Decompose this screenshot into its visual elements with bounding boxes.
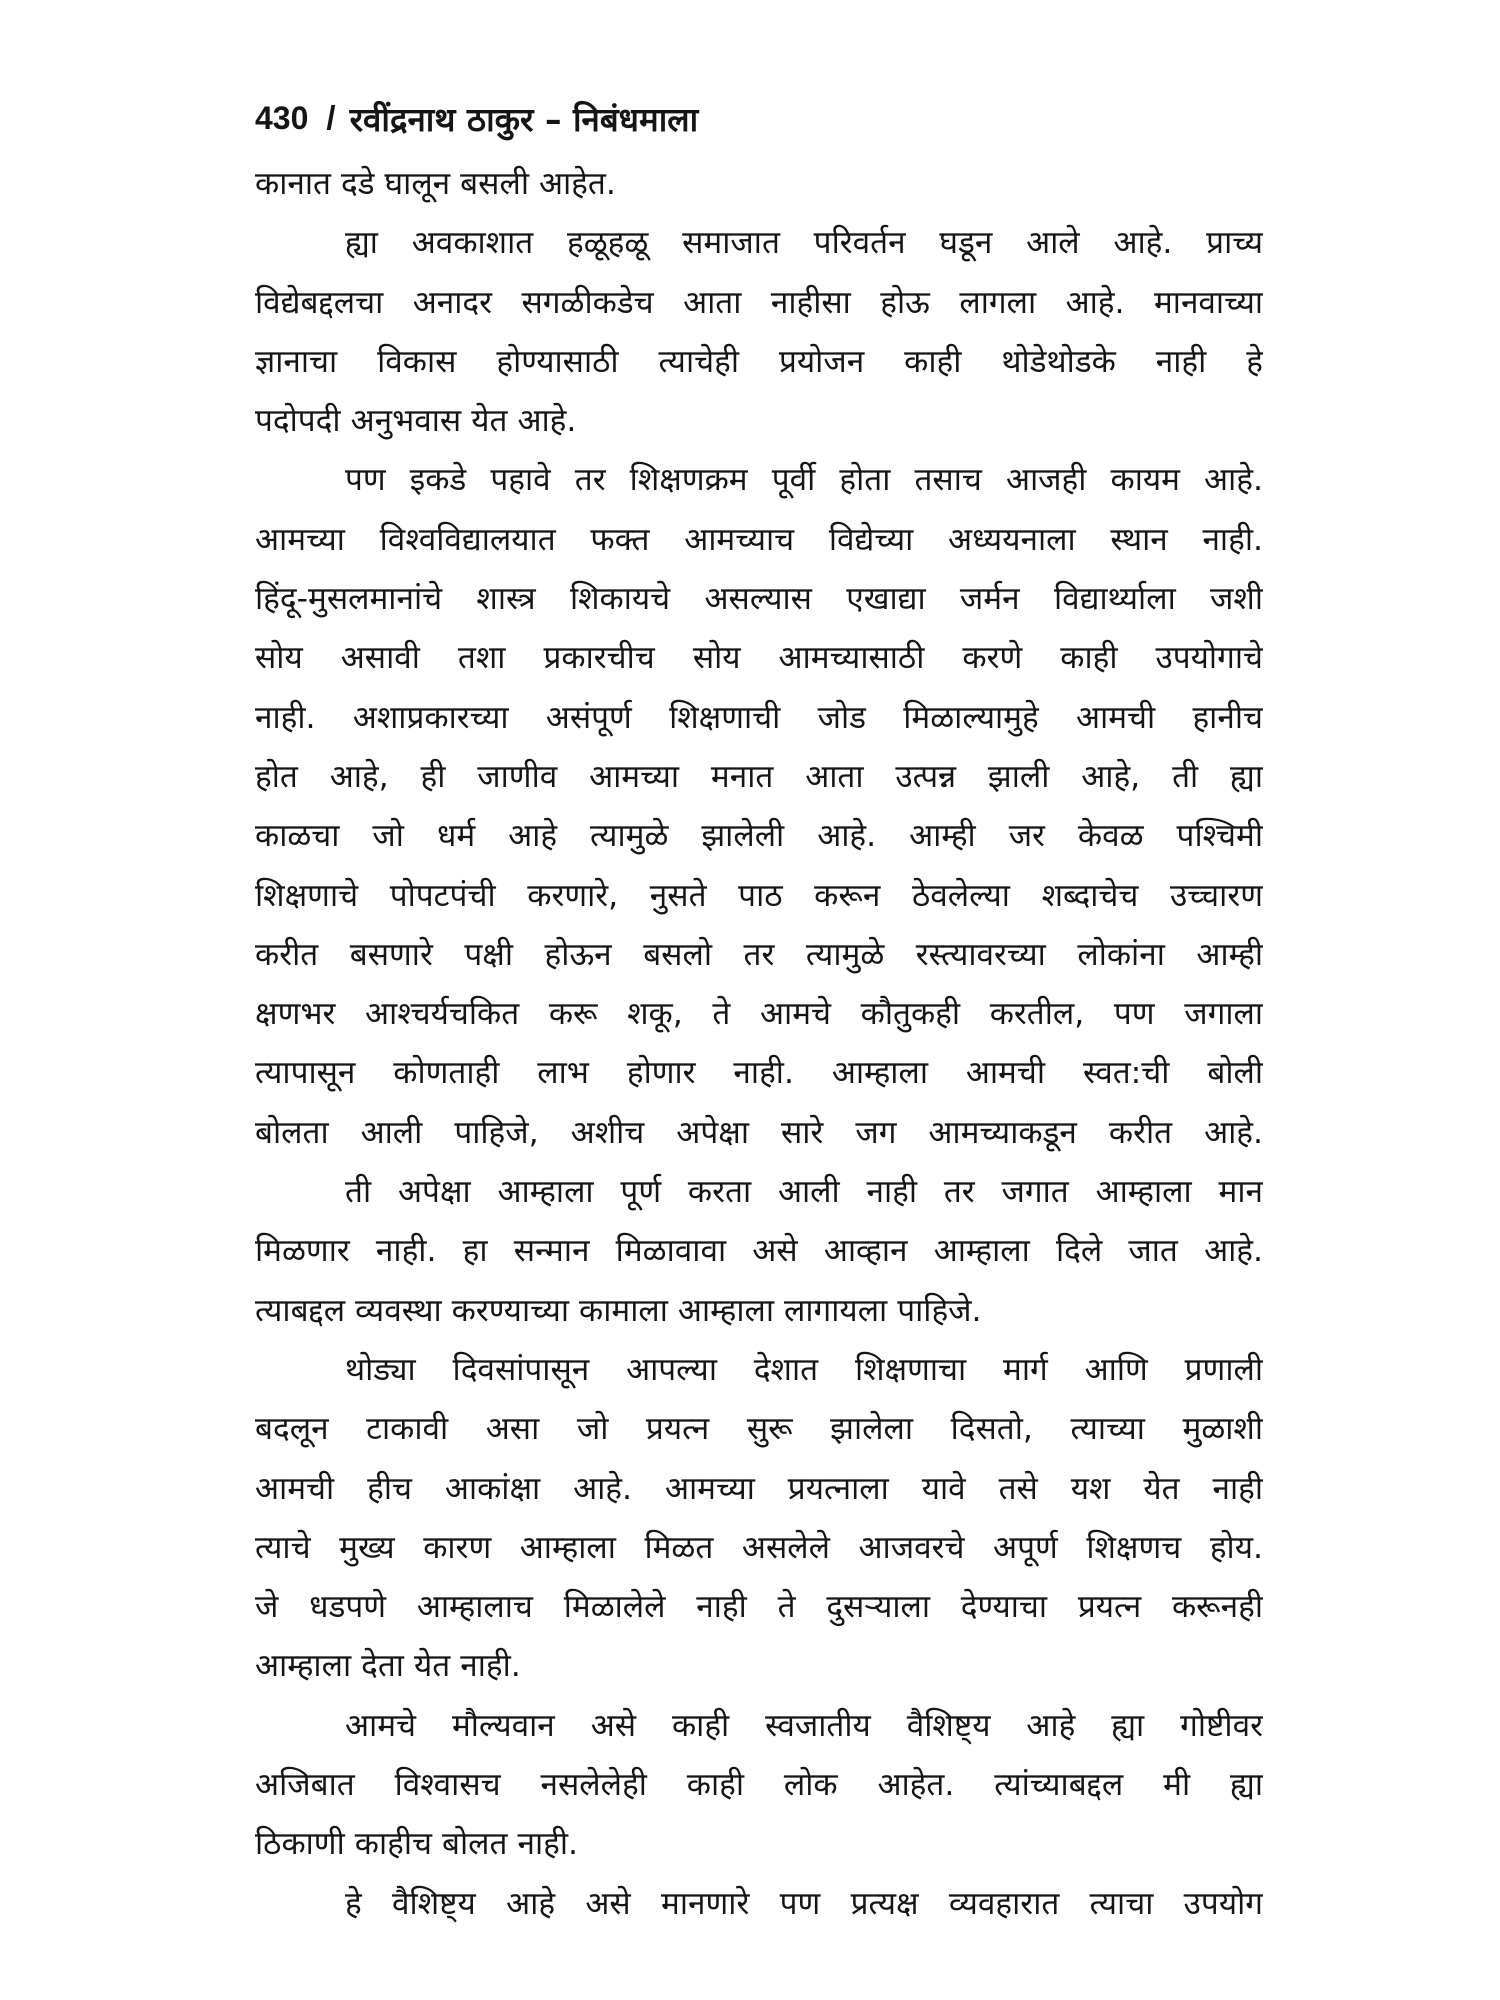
text-line: ह्या अवकाशात हळूहळू समाजात परिवर्तन घडून आले आहे. प्राच्य	[345, 225, 1263, 262]
text-line: जे धडपणे आम्हालाच मिळालेले नाही ते दुसऱ्याला देण्याचा प्रयत्न करूनही	[255, 1589, 1263, 1626]
page-number: 430	[255, 99, 309, 136]
text-line: नाही. अशाप्रकारच्या असंपूर्ण शिक्षणाची जोड मिळाल्यामुहे आमची हानीच	[255, 699, 1263, 736]
text-line: आम्हाला देता येत नाही.	[255, 1648, 521, 1685]
text-line: त्यापासून कोणताही लाभ होणार नाही. आम्हाला आमची स्वत:ची बोली	[255, 1055, 1263, 1092]
book-title: रवींद्रनाथ ठाकुर – निबंधमाला	[349, 99, 699, 139]
text-line: ठिकाणी काहीच बोलत नाही.	[255, 1826, 579, 1863]
text-line: आमची हीच आकांक्षा आहे. आमच्या प्रयत्नाला यावे तसे यश येत नाही	[255, 1470, 1263, 1507]
text-line: मिळणार नाही. हा सन्मान मिळावावा असे आव्हान आम्हाला दिले जात आहे.	[255, 1233, 1263, 1270]
text-line: बदलून टाकावी असा जो प्रयत्न सुरू झालेला दिसतो, त्याच्या मुळाशी	[255, 1411, 1263, 1448]
text-line: होत आहे, ही जाणीव आमच्या मनात आता उत्पन्न झाली आहे, ती ह्या	[255, 758, 1263, 795]
text-line: थोड्या दिवसांपासून आपल्या देशात शिक्षणाचा मार्ग आणि प्रणाली	[345, 1351, 1263, 1388]
text-line: विद्येबद्दलचा अनादर सगळीकडेच आता नाहीसा होऊ लागला आहे. मानवाच्या	[255, 284, 1263, 321]
running-header	[255, 92, 698, 144]
body-text	[255, 155, 1263, 1934]
text-line: बोलता आली पाहिजे, अशीच अपेक्षा सारे जग आमच्याकडून करीत आहे.	[255, 1114, 1263, 1151]
text-line: ज्ञानाचा विकास होण्यासाठी त्याचेही प्रयोजन काही थोडेथोडके नाही हे	[255, 343, 1263, 380]
text-line: शिक्षणाचे पोपटपंची करणारे, नुसते पाठ करून ठेवलेल्या शब्दाचेच उच्चारण	[255, 877, 1263, 914]
text-line: हिंदू-मुसलमानांचे शास्त्र शिकायचे असल्यास एखाद्या जर्मन विद्यार्थ्याला जशी	[255, 581, 1263, 618]
text-line: ती अपेक्षा आम्हाला पूर्ण करता आली नाही तर जगात आम्हाला मान	[345, 1174, 1263, 1211]
text-line: त्याचे मुख्य कारण आम्हाला मिळत असलेले आजवरचे अपूर्ण शिक्षणच होय.	[255, 1529, 1263, 1566]
text-line: त्याबद्दल व्यवस्था करण्याच्या कामाला आम्हाला लागायला पाहिजे.	[255, 1292, 982, 1329]
text-line: सोय असावी तशा प्रकारचीच सोय आमच्यासाठी करणे काही उपयोगाचे	[255, 640, 1263, 677]
text-line: पदोपदी अनुभवास येत आहे.	[255, 403, 577, 440]
text-line: करीत बसणारे पक्षी होऊन बसलो तर त्यामुळे रस्त्यावरच्या लोकांना आम्ही	[255, 936, 1263, 973]
text-line: कानात दडे घालून बसली आहेत.	[255, 166, 616, 202]
header-separator: /	[326, 99, 336, 136]
text-line: काळचा जो धर्म आहे त्यामुळे झालेली आहे. आम्ही जर केवळ पश्चिमी	[255, 818, 1263, 855]
text-line: अजिबात विश्वासच नसलेलेही काही लोक आहेत. त्यांच्याबद्दल मी ह्या	[255, 1767, 1263, 1804]
text-line: हे वैशिष्ट्य आहे असे मानणारे पण प्रत्यक्ष व्यवहारात त्याचा उपयोग	[345, 1885, 1263, 1922]
text-line: पण इकडे पहावे तर शिक्षणक्रम पूर्वी होता तसाच आजही कायम आहे.	[345, 462, 1263, 499]
text-line: आमचे मौल्यवान असे काही स्वजातीय वैशिष्ट्य आहे ह्या गोष्टीवर	[345, 1707, 1263, 1744]
text-line: क्षणभर आश्चर्यचकित करू शकू, ते आमचे कौतुकही करतील, पण जगाला	[255, 996, 1263, 1033]
text-line: आमच्या विश्वविद्यालयात फक्त आमच्याच विद्येच्या अध्ययनाला स्थान नाही.	[255, 521, 1263, 558]
